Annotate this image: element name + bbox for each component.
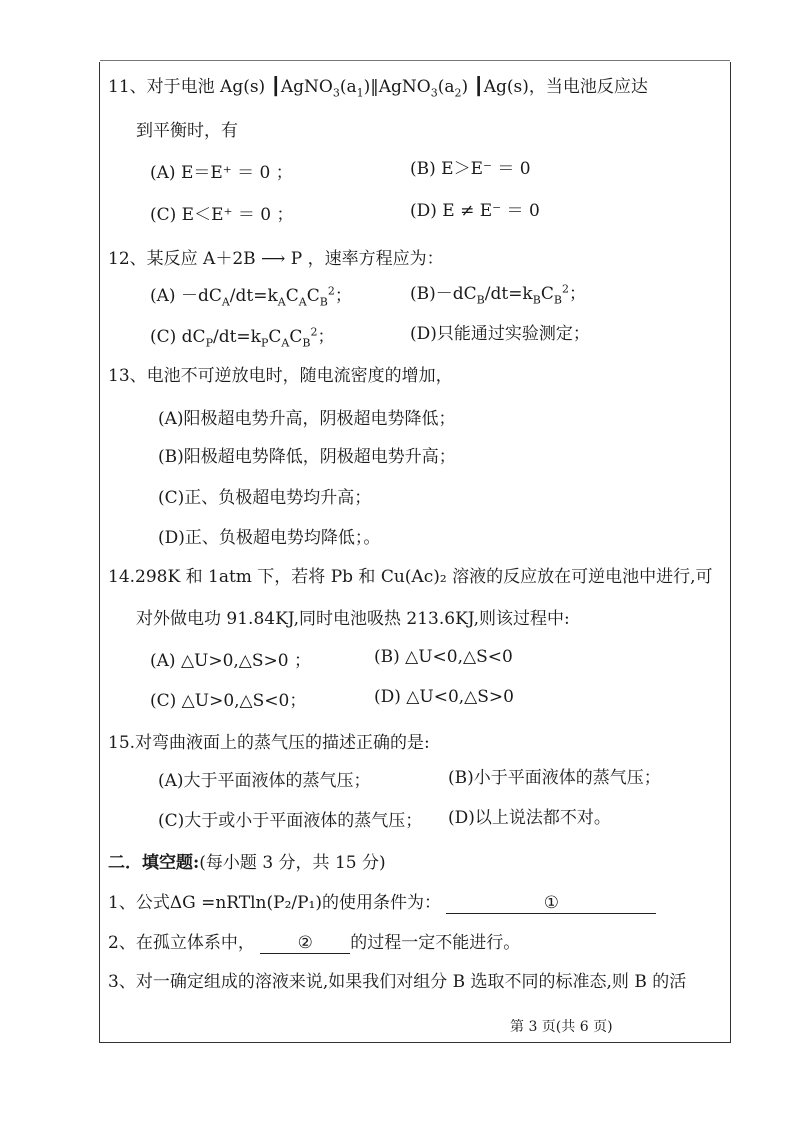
- q14-option-b: (B) △U<0,△S<0: [374, 647, 513, 667]
- q12-option-b: $(B)-dC_B/dt=k_BC_B^2$；: [410, 282, 586, 307]
- q11-option-a: (A) E＝E⁺ ＝ 0 ；: [150, 163, 293, 183]
- q14-option-a: (A) △U>0,△S>0 ；: [150, 651, 311, 671]
- q12-stem: 12、某反应 A＋2B ⟶ P ，速率方程应为：: [108, 249, 444, 269]
- q15-option-a: (A)大于平面液体的蒸气压；: [158, 771, 371, 791]
- q14-option-d: (D) △U<0,△S>0: [374, 687, 514, 707]
- q11-stem: 11、对于电池 Ag(s) $┃AgNO_3(a_1)‖AgNO_3(a_2)$ ┃Ag(s)，当电池反应达: [108, 77, 648, 100]
- q12-option-c: (C) $dC_P/dt=k_PC_AC_B^2$；: [150, 325, 335, 350]
- fill-item-2: 2、在孤立体系中， ② 的过程一定不能进行。: [108, 933, 521, 953]
- q15-option-b: (B)小于平面液体的蒸气压；: [448, 768, 661, 788]
- q11-stem-cont: 到平衡时，有: [136, 121, 238, 141]
- q12-option-d: (D)只能通过实验测定；: [410, 324, 590, 344]
- q15-option-d: (D)以上说法都不对。: [448, 808, 611, 828]
- page-number: 第 3 页(共 6 页): [510, 1019, 613, 1035]
- q12-option-a: $(A) -dC_A/dt=k_AC_AC_B^2$；: [150, 284, 352, 309]
- blank-1[interactable]: ①: [446, 893, 656, 914]
- q13-stem: 13、电池不可逆放电时，随电流密度的增加，: [108, 366, 453, 386]
- q13-option-d: (D)正、负极超电势均降低；。: [158, 528, 381, 548]
- q13-option-a: (A)阳极超电势升高，阴极超电势降低；: [158, 409, 456, 429]
- q13-option-b: (B)阳极超电势降低，阴极超电势升高；: [158, 447, 456, 467]
- blank-2[interactable]: ②: [260, 933, 350, 954]
- q14-stem: 14.298K 和 1atm 下，若将 Pb 和 Cu(Ac)₂ 溶液的反应放在可逆电池中进行,可: [108, 567, 713, 587]
- q14-stem-cont: 对外做电功 91.84KJ,同时电池吸热 213.6KJ,则该过程中:: [136, 609, 570, 629]
- q11-option-c: (C) E＜E⁺ ＝ 0 ；: [150, 205, 294, 225]
- q11-option-d: (D) E ≠ E⁻ ＝ 0: [410, 201, 540, 221]
- fill-item-1: 1、公式ΔG =nRTln(P₂/P₁)的使用条件为： ①: [108, 892, 656, 914]
- fill-item-3: 3、对一确定组成的溶液来说,如果我们对组分 B 选取不同的标准态,则 B 的活: [108, 972, 687, 992]
- section2-heading: 二．填空题:(每小题 3 分，共 15 分): [108, 853, 386, 873]
- q14-option-c: (C) △U>0,△S<0；: [150, 691, 307, 711]
- q13-option-c: (C)正、负极超电势均升高；: [158, 488, 372, 508]
- q15-option-c: (C)大于或小于平面液体的蒸气压；: [158, 811, 423, 831]
- q11-option-b: (B) E＞E⁻ ＝ 0: [410, 159, 531, 179]
- q15-stem: 15.对弯曲液面上的蒸气压的描述正确的是:: [108, 733, 430, 753]
